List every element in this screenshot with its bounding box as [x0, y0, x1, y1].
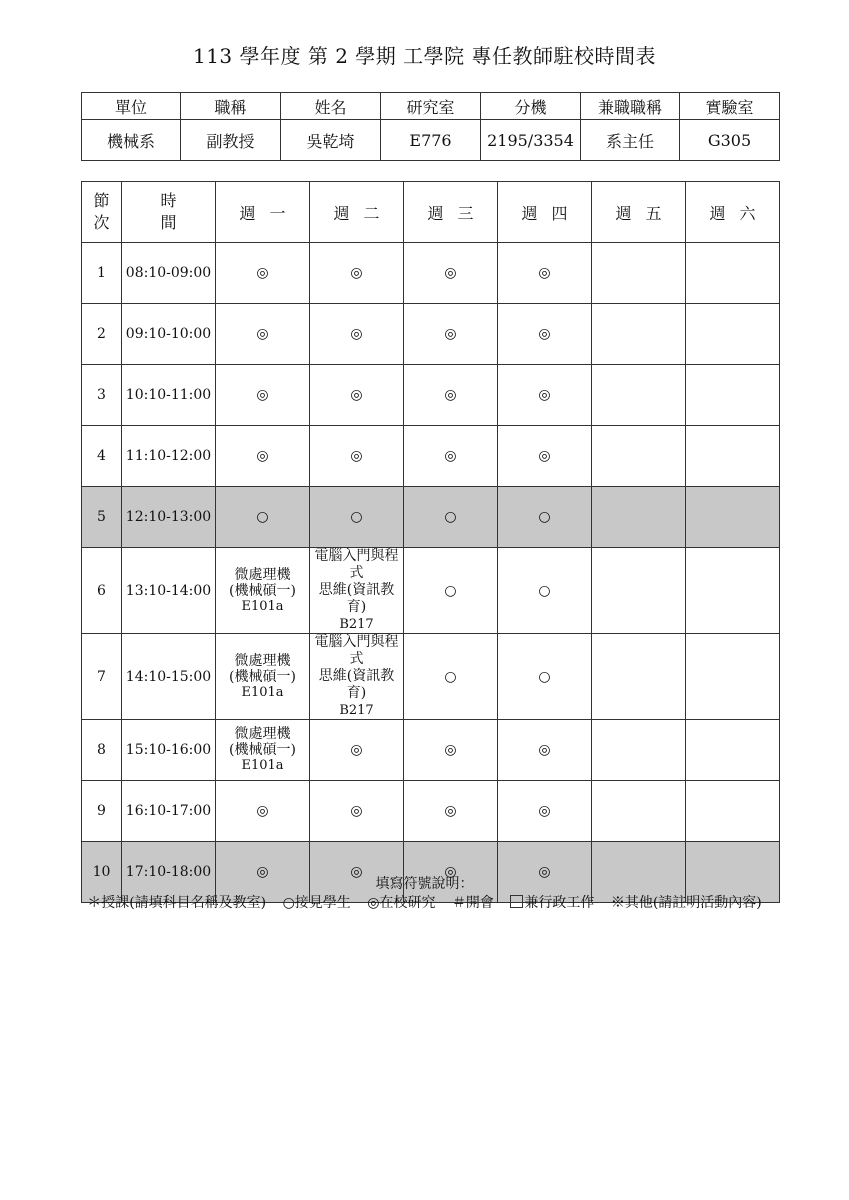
info-value-rank: 副教授	[181, 120, 281, 161]
period-header-line1: 節	[93, 191, 110, 210]
cell-sat	[686, 634, 780, 720]
course-class: (機械碩一)	[229, 582, 296, 599]
table-row	[82, 487, 780, 548]
course-cell-tue	[310, 634, 404, 720]
info-header-rank: 職稱	[181, 93, 281, 120]
info-header-name: 姓名	[281, 93, 381, 120]
table-row	[82, 426, 780, 487]
period-time: 11:10-12:00	[122, 426, 216, 487]
day-header-tue: 週二	[310, 182, 404, 243]
cell-fri	[592, 243, 686, 304]
info-header-extension: 分機	[481, 93, 581, 120]
legend-item-admin-wrap	[510, 895, 594, 911]
cell-wed: ○	[404, 548, 498, 634]
cell-thu: ○	[498, 548, 592, 634]
cell-thu: ◎	[498, 781, 592, 842]
cell-fri	[592, 781, 686, 842]
course-room: B217	[339, 617, 374, 632]
schedule-header-row	[82, 182, 780, 243]
page-title: 113 學年度 第 2 學期 工學院 專任教師駐校時間表	[192, 44, 657, 68]
period-time: 12:10-13:00	[122, 487, 216, 548]
period-number: 5	[82, 487, 122, 548]
table-row	[82, 243, 780, 304]
legend-item-meeting: ＃開會	[451, 895, 494, 911]
period-header	[82, 182, 122, 243]
period-number: 10	[82, 842, 122, 903]
cell-fri	[592, 720, 686, 781]
period-time: 10:10-11:00	[122, 365, 216, 426]
legend-title: 填寫符號說明：	[375, 876, 474, 892]
course-room: B217	[339, 703, 374, 718]
period-time: 14:10-15:00	[122, 634, 216, 720]
cell-tue: ◎	[310, 365, 404, 426]
info-value-unit: 機械系	[82, 120, 181, 161]
course-name: 電腦入門與程式	[314, 548, 399, 581]
table-row	[82, 365, 780, 426]
cell-wed: ◎	[404, 842, 498, 903]
period-number: 3	[82, 365, 122, 426]
cell-tue: ◎	[310, 304, 404, 365]
period-number: 4	[82, 426, 122, 487]
cell-wed: ◎	[404, 304, 498, 365]
info-header-office: 研究室	[381, 93, 481, 120]
table-row	[82, 304, 780, 365]
course-room: E101a	[241, 758, 284, 773]
day-header-fri: 週五	[592, 182, 686, 243]
info-value-office: E776	[381, 120, 481, 161]
cell-fri	[592, 426, 686, 487]
cell-mon: ◎	[216, 426, 310, 487]
table-row	[82, 634, 780, 720]
course-name: 微處理機	[234, 566, 291, 583]
cell-sat	[686, 781, 780, 842]
course-name: 微處理機	[234, 652, 291, 669]
cell-sat	[686, 243, 780, 304]
legend-item-research: ◎在校研究	[367, 895, 436, 911]
cell-fri	[592, 487, 686, 548]
cell-fri	[592, 304, 686, 365]
period-time: 17:10-18:00	[122, 842, 216, 903]
course-class: (機械碩一)	[229, 742, 296, 758]
time-header-line2: 間	[160, 213, 177, 232]
course-cell-mon	[216, 548, 310, 634]
period-number: 2	[82, 304, 122, 365]
course-room: E101a	[241, 684, 284, 700]
course-name: 微處理機	[234, 726, 291, 742]
cell-tue: ◎	[310, 781, 404, 842]
cell-sat	[686, 487, 780, 548]
course-name: 電腦入門與程式	[314, 634, 399, 667]
cell-wed: ◎	[404, 720, 498, 781]
period-time: 16:10-17:00	[122, 781, 216, 842]
cell-tue: ◎	[310, 842, 404, 903]
cell-mon: ○	[216, 487, 310, 548]
schedule-table	[81, 181, 780, 903]
period-time: 13:10-14:00	[122, 548, 216, 634]
cell-mon: ◎	[216, 304, 310, 365]
course-class: 思維(資訊教育)	[318, 582, 395, 615]
course-class: (機械碩一)	[229, 668, 296, 685]
cell-thu: ◎	[498, 842, 592, 903]
cell-thu: ○	[498, 634, 592, 720]
day-header-thu: 週四	[498, 182, 592, 243]
cell-fri	[592, 634, 686, 720]
period-time: 15:10-16:00	[122, 720, 216, 781]
info-header-admin-title: 兼職職稱	[581, 93, 680, 120]
cell-thu: ◎	[498, 720, 592, 781]
day-header-wed: 週三	[404, 182, 498, 243]
period-number: 9	[82, 781, 122, 842]
legend	[0, 892, 849, 912]
cell-fri	[592, 365, 686, 426]
legend-item-other: ※其他(請註明活動內容)	[610, 895, 762, 911]
info-value-row	[82, 120, 780, 161]
cell-wed: ○	[404, 487, 498, 548]
period-number: 1	[82, 243, 122, 304]
legend-item-teaching: ＊授課(請填科目名稱及教室)	[87, 895, 267, 911]
cell-sat	[686, 548, 780, 634]
cell-tue: ◎	[310, 426, 404, 487]
info-value-name: 吳乾埼	[281, 120, 381, 161]
cell-sat	[686, 426, 780, 487]
table-row	[82, 720, 780, 781]
day-header-mon: 週一	[216, 182, 310, 243]
info-value-lab: G305	[680, 120, 780, 161]
cell-thu: ○	[498, 487, 592, 548]
cell-sat	[686, 304, 780, 365]
cell-tue: ◎	[310, 720, 404, 781]
course-class: 思維(資訊教育)	[318, 668, 395, 701]
period-number: 6	[82, 548, 122, 634]
info-value-admin-title: 系主任	[581, 120, 680, 161]
cell-thu: ◎	[498, 365, 592, 426]
info-header-row	[82, 93, 780, 120]
table-row	[82, 781, 780, 842]
info-header-lab: 實驗室	[680, 93, 780, 120]
time-header-line1: 時	[160, 191, 177, 210]
cell-mon: ◎	[216, 365, 310, 426]
period-time: 09:10-10:00	[122, 304, 216, 365]
cell-tue: ◎	[310, 243, 404, 304]
info-header-unit: 單位	[82, 93, 181, 120]
cell-mon: ◎	[216, 781, 310, 842]
period-number: 8	[82, 720, 122, 781]
cell-wed: ◎	[404, 365, 498, 426]
course-room: E101a	[241, 598, 284, 614]
cell-thu: ◎	[498, 304, 592, 365]
period-number: 7	[82, 634, 122, 720]
cell-wed: ◎	[404, 781, 498, 842]
period-header-line2: 次	[93, 213, 110, 232]
cell-wed: ◎	[404, 243, 498, 304]
legend-item-student-meeting: ○接見學生	[282, 895, 351, 911]
cell-thu: ◎	[498, 243, 592, 304]
course-cell-tue	[310, 548, 404, 634]
period-time: 08:10-09:00	[122, 243, 216, 304]
cell-sat	[686, 365, 780, 426]
cell-tue: ○	[310, 487, 404, 548]
cell-mon: ◎	[216, 842, 310, 903]
cell-fri	[592, 548, 686, 634]
day-header-sat: 週六	[686, 182, 780, 243]
cell-sat	[686, 720, 780, 781]
teacher-info-table	[81, 92, 780, 161]
legend-item-admin: 兼行政工作	[524, 895, 595, 911]
time-header	[122, 182, 216, 243]
course-cell-mon	[216, 634, 310, 720]
course-cell-mon	[216, 720, 310, 781]
cell-thu: ◎	[498, 426, 592, 487]
info-value-extension: 2195/3354	[481, 120, 581, 161]
checkbox-icon	[510, 895, 523, 908]
cell-wed: ○	[404, 634, 498, 720]
cell-wed: ◎	[404, 426, 498, 487]
cell-mon: ◎	[216, 243, 310, 304]
table-row	[82, 548, 780, 634]
